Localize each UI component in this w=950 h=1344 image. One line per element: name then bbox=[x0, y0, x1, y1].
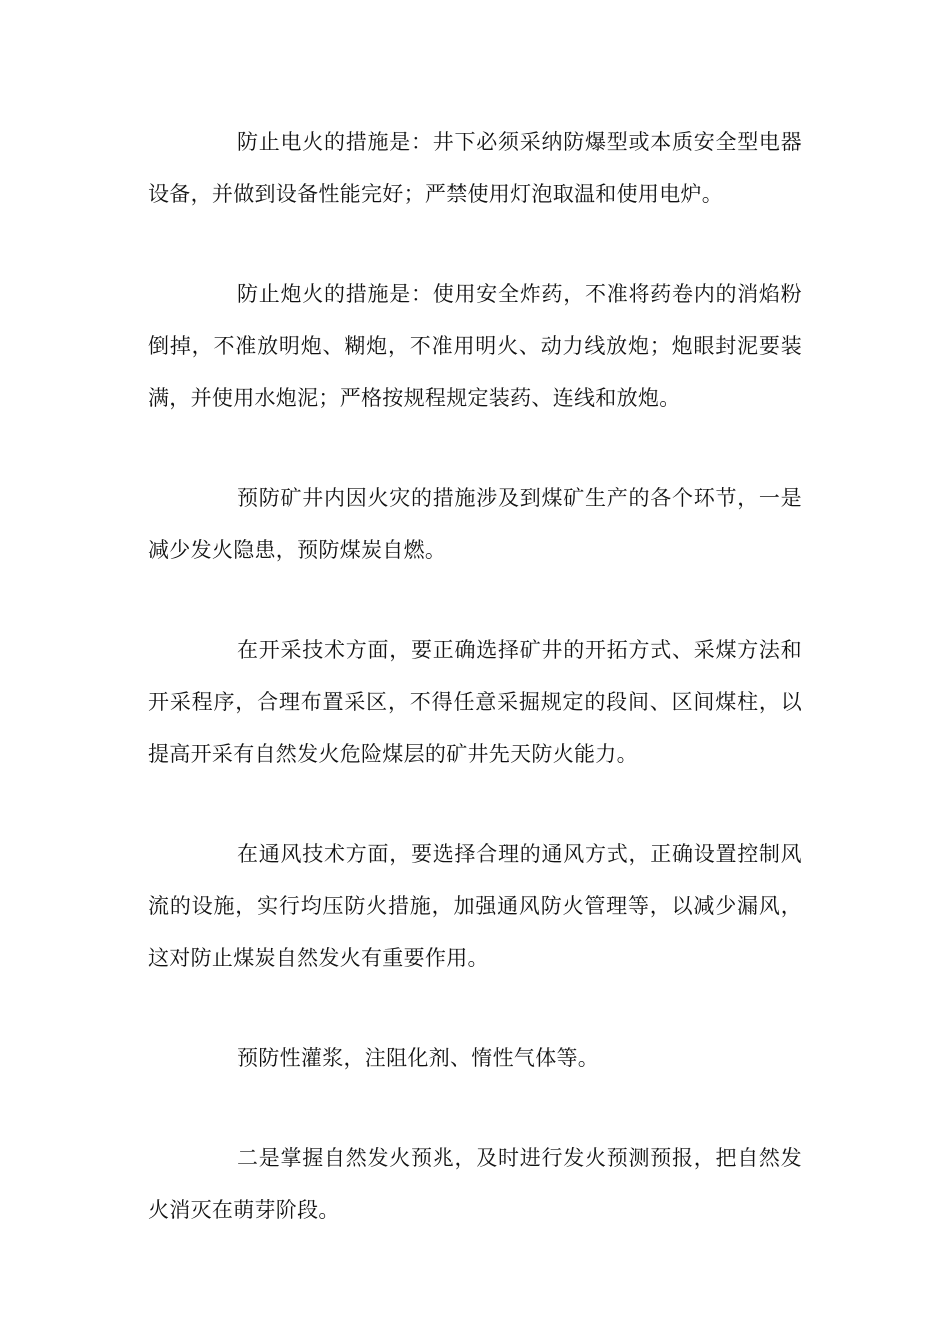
paragraph-internal-fire-prevention: 预防矿井内因火灾的措施涉及到煤矿生产的各个环节，一是减少发火隐患，预防煤炭自燃。 bbox=[148, 486, 802, 562]
paragraph-early-warning: 二是掌握自然发火预兆，及时进行发火预测预报，把自然发火消灭在萌芽阶段。 bbox=[148, 1146, 802, 1222]
paragraph-mining-technique: 在开采技术方面，要正确选择矿井的开拓方式、采煤方法和开采程序，合理布置采区，不得任意采掘规定的段间、区间煤柱，以提高开采有自然发火危险煤层的矿井先天防火能力。 bbox=[148, 638, 802, 766]
paragraph-ventilation-technique: 在通风技术方面，要选择合理的通风方式，正确设置控制风流的设施，实行均压防火措施，加强通风防火管理等，以减少漏风，这对防止煤炭自然发火有重要作用。 bbox=[148, 842, 802, 970]
paragraph-electric-fire: 防止电火的措施是：井下必须采纳防爆型或本质安全型电器设备，并做到设备性能完好；严禁使用灯泡取温和使用电炉。 bbox=[148, 130, 802, 206]
paragraph-blasting-fire: 防止炮火的措施是：使用安全炸药，不准将药卷内的消焰粉倒掉，不准放明炮、糊炮，不准用明火、动力线放炮；炮眼封泥要装满，并使用水炮泥；严格按规程规定装药、连线和放炮。 bbox=[148, 282, 802, 410]
paragraph-preventive-grouting: 预防性灌浆，注阻化剂、惰性气体等。 bbox=[237, 1046, 600, 1070]
document-body bbox=[148, 116, 802, 1236]
